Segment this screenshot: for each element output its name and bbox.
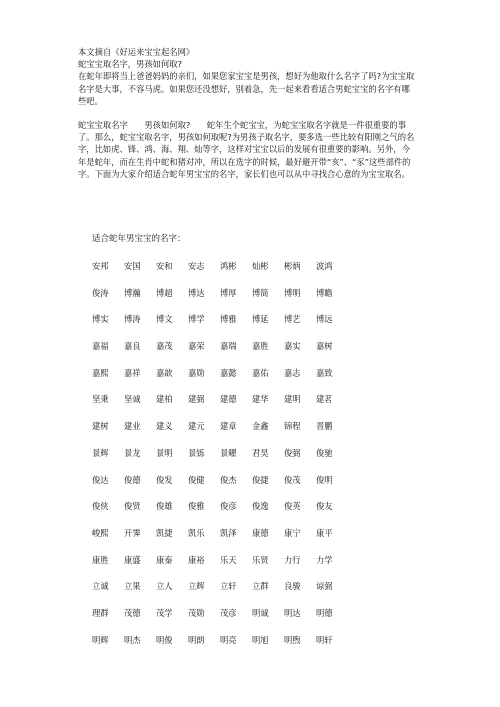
name-cell: 建茗 xyxy=(316,394,333,405)
name-cell: 康宁 xyxy=(284,527,301,538)
name-cell: 乐天 xyxy=(220,554,237,565)
name-cell: 茂德 xyxy=(124,607,141,618)
name-cell: 建弼 xyxy=(188,394,205,405)
name-cell: 嘉实 xyxy=(284,341,301,352)
name-cell: 博延 xyxy=(252,314,269,325)
name-cell: 嘉志 xyxy=(284,367,301,378)
name-cell: 君昊 xyxy=(252,447,269,458)
name-cell: 安志 xyxy=(188,261,205,271)
name-cell: 博明 xyxy=(284,287,301,298)
name-cell: 俊贤 xyxy=(124,501,141,512)
name-cell: 俊彦 xyxy=(220,501,237,512)
names-row xyxy=(92,634,348,661)
name-cell: 茂勋 xyxy=(188,607,205,618)
name-cell: 俊驰 xyxy=(316,447,333,458)
name-cell: 康胜 xyxy=(92,554,109,565)
name-cell: 嘉福 xyxy=(92,341,109,352)
name-cell: 理群 xyxy=(92,607,109,618)
name-cell: 俊弼 xyxy=(284,447,301,458)
name-cell: 嘉茂 xyxy=(156,341,173,352)
name-cell: 明诚 xyxy=(252,607,269,618)
name-cell: 嘉胜 xyxy=(252,341,269,352)
names-row xyxy=(92,607,348,634)
names-row xyxy=(92,500,348,527)
name-cell: 博实 xyxy=(92,314,109,325)
name-cell: 俊达 xyxy=(92,474,109,485)
name-cell: 景明 xyxy=(156,447,173,458)
name-cell: 博艺 xyxy=(284,314,301,325)
name-cell: 俊英 xyxy=(284,501,301,512)
name-cell: 俊雅 xyxy=(188,501,205,512)
name-cell: 康盛 xyxy=(124,554,141,565)
name-cell: 博雅 xyxy=(220,314,237,325)
name-cell: 建树 xyxy=(92,421,109,432)
name-cell: 博达 xyxy=(188,287,205,298)
name-cell: 博文 xyxy=(156,314,173,325)
paragraph-1: 在蛇年即将当上爸爸妈妈的亲们，如果您家宝宝是男孩，想好为他取什么名字了吗?为宝宝取名字是大事，不容马虎。如果您还没想好，别着急，先一起来看看适合男蛇宝宝的名字有哪些吧。 xyxy=(78,71,415,106)
name-cell: 凯泽 xyxy=(220,527,237,538)
name-cell: 嘉良 xyxy=(124,341,141,352)
name-cell: 明杰 xyxy=(124,634,141,645)
name-cell: 博涛 xyxy=(124,314,141,325)
name-cell: 俊捷 xyxy=(252,474,269,485)
name-cell: 乐贤 xyxy=(252,554,269,565)
name-cell: 良骏 xyxy=(284,581,301,592)
names-row xyxy=(92,340,348,367)
name-cell: 建华 xyxy=(252,394,269,405)
name-cell: 明辉 xyxy=(92,634,109,645)
name-cell: 嘉勋 xyxy=(188,367,205,378)
name-cell: 安和 xyxy=(156,261,173,271)
names-title: 适合蛇年男宝宝的名字： xyxy=(92,234,186,244)
names-row xyxy=(92,447,348,474)
name-cell: 博远 xyxy=(316,314,333,325)
names-row xyxy=(92,393,348,420)
name-cell: 坚诚 xyxy=(124,394,141,405)
name-cell: 景龙 xyxy=(124,447,141,458)
name-cell: 俊雄 xyxy=(156,501,173,512)
name-cell: 嘉荣 xyxy=(188,341,205,352)
names-row xyxy=(92,474,348,501)
name-cell: 康德 xyxy=(252,527,269,538)
name-cell: 博瞻 xyxy=(316,287,333,298)
source-line: 本文摘自《好运来宝宝起名网》 xyxy=(78,47,195,57)
name-cell: 建义 xyxy=(156,421,173,432)
name-cell: 明轩 xyxy=(316,634,333,645)
name-cell: 俊明 xyxy=(316,474,333,485)
name-cell: 嘉致 xyxy=(316,367,333,378)
name-cell: 茂彦 xyxy=(220,607,237,618)
names-row xyxy=(92,367,348,394)
name-cell: 建业 xyxy=(124,421,141,432)
name-cell: 景铄 xyxy=(188,447,205,458)
heading-question: 蛇宝宝取名字，男孩如何取? xyxy=(78,59,182,70)
name-cell: 博超 xyxy=(156,287,173,298)
name-cell: 明俊 xyxy=(156,634,173,645)
name-cell: 景曜 xyxy=(220,447,237,458)
name-cell: 立群 xyxy=(252,581,269,592)
name-cell: 立人 xyxy=(156,581,173,592)
name-cell: 明旭 xyxy=(252,634,269,645)
name-cell: 嘉树 xyxy=(316,341,333,352)
name-cell: 嘉佑 xyxy=(252,367,269,378)
name-cell: 建柏 xyxy=(156,394,173,405)
names-row xyxy=(92,527,348,554)
name-cell: 彬炳 xyxy=(284,261,301,271)
name-cell: 嘉歆 xyxy=(156,367,173,378)
name-cell: 安国 xyxy=(124,261,141,271)
name-cell: 灿彬 xyxy=(252,261,269,271)
name-cell: 俊侠 xyxy=(92,501,109,512)
name-cell: 坚秉 xyxy=(92,394,109,405)
name-cell: 建德 xyxy=(220,394,237,405)
name-cell: 康泰 xyxy=(156,554,173,565)
name-cell: 立诚 xyxy=(92,581,109,592)
name-cell: 康平 xyxy=(316,527,333,538)
name-cell: 力学 xyxy=(316,554,333,565)
names-row xyxy=(92,260,348,287)
name-cell: 康裕 xyxy=(188,554,205,565)
name-cell: 锦程 xyxy=(284,421,301,432)
name-cell: 凯捷 xyxy=(156,527,173,538)
name-cell: 俊发 xyxy=(156,474,173,485)
intro-text xyxy=(78,46,418,180)
name-cell: 博学 xyxy=(188,314,205,325)
name-cell: 嘉熙 xyxy=(92,367,109,378)
name-cell: 茂学 xyxy=(156,607,173,618)
name-cell: 俊友 xyxy=(316,501,333,512)
names-row xyxy=(92,554,348,581)
name-cell: 立轩 xyxy=(220,581,237,592)
name-cell: 力行 xyxy=(284,554,301,565)
name-cell: 博简 xyxy=(252,287,269,298)
name-cell: 俊健 xyxy=(188,474,205,485)
names-row xyxy=(92,313,348,340)
name-cell: 嘉瑞 xyxy=(220,341,237,352)
name-cell: 俊涛 xyxy=(92,287,109,298)
name-cell: 安邦 xyxy=(92,261,109,271)
names-row xyxy=(92,580,348,607)
name-cell: 谅弼 xyxy=(316,581,333,592)
name-cell: 波鸿 xyxy=(316,261,333,271)
name-cell: 凯乐 xyxy=(188,527,205,538)
name-cell: 俊茂 xyxy=(284,474,301,485)
name-cell: 金鑫 xyxy=(252,421,269,432)
name-cell: 开霁 xyxy=(124,527,141,538)
name-cell: 俊杰 xyxy=(220,474,237,485)
name-cell: 晋鹏 xyxy=(316,421,333,432)
name-cell: 博厚 xyxy=(220,287,237,298)
name-cell: 嘉祥 xyxy=(124,367,141,378)
name-cell: 俊德 xyxy=(124,474,141,485)
name-cell: 建明 xyxy=(284,394,301,405)
name-cell: 景辉 xyxy=(92,447,109,458)
name-cell: 明亮 xyxy=(220,634,237,645)
name-cell: 建元 xyxy=(188,421,205,432)
names-row xyxy=(92,287,348,314)
name-cell: 博瀚 xyxy=(124,287,141,298)
name-cell: 明德 xyxy=(316,607,333,618)
paragraph-2: 蛇宝宝取名字 男孩如何取? 蛇年生个蛇宝宝，为蛇宝宝取名字就是一件很重要的事了。那么，蛇宝宝取名字，男孩如何取呢?为男孩子取名字，要多选一些比较有阳刚之气的名字，比如虎、锋、鸿、海、翔、灿等字，这样对宝宝以后的发展有很重要的影响。另外，今年是蛇年，而在生肖中蛇和猪对冲，所以在选字的时候，最好避开带“亥”、“豕”这些部件的字。下面为大家介绍适合蛇年男宝宝的名字，家长们也可以从中寻找合心意的为宝宝取名。 xyxy=(78,120,415,179)
name-cell: 立果 xyxy=(124,581,141,592)
name-cell: 嘉懿 xyxy=(220,367,237,378)
name-cell: 明达 xyxy=(284,607,301,618)
name-cell: 立辉 xyxy=(188,581,205,592)
name-cell: 明煦 xyxy=(284,634,301,645)
name-cell: 俊逸 xyxy=(252,501,269,512)
names-row xyxy=(92,420,348,447)
name-cell: 鸿彬 xyxy=(220,261,237,271)
name-cell: 峻熙 xyxy=(92,527,109,538)
names-grid xyxy=(92,260,348,660)
name-cell: 明朗 xyxy=(188,634,205,645)
name-cell: 建章 xyxy=(220,421,237,432)
